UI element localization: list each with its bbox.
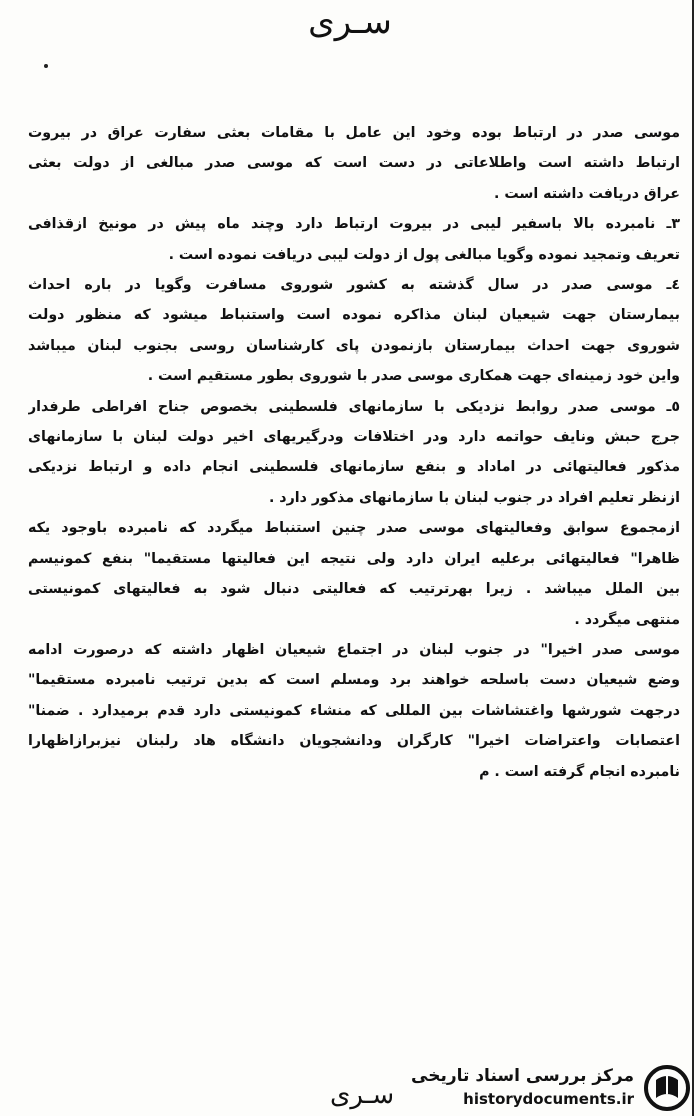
paragraph-1 — [28, 118, 680, 209]
paragraph-5 — [28, 513, 680, 635]
document-body — [28, 118, 680, 787]
classification-footer: سـرى — [330, 1080, 395, 1110]
paragraph-6 — [28, 635, 680, 787]
text-line: ازنظر تعليم افراد در جنوب لبنان با سازمانهاى مذكور دارد . — [268, 489, 680, 506]
text-line: موسى صدر اخيرا" در جنوب لبنان در اجتماع شيعيان اظهار داشته كه درصورت ادامه — [28, 641, 680, 658]
text-line: موسى صدر در ارتباط بوده وخود اين عامل با مقامات بعثى سفارت عراق در بيروت — [28, 125, 680, 141]
text-line: ٥ـ موسى صدر روابط نزديكى با سازمانهاى فلسطينى بخصوص جناح افراطى طرفدار — [28, 398, 680, 415]
text-line: ازمجموع سوابق وفعاليتهاى موسى صدر چنين استنباط ميگردد كه نامبرده باوجود يكه — [28, 520, 680, 537]
page-edge-shadow — [692, 0, 694, 1116]
text-line: ارتباط داشته است واطلاعاتى در دست است كه موسى صدر مبالغى از دولت بعثى — [28, 155, 680, 172]
text-line: درجهت شورشها واغتشاشات بين المللى كه منشاء كمونيستى دارد قدم برميدارد . ضمنا" — [28, 702, 680, 719]
archive-logo-icon — [642, 1064, 692, 1112]
classification-header: سـرى — [308, 2, 392, 42]
watermark-org-name: مركز بررسى اسناد تاريخى — [411, 1066, 634, 1086]
paragraph-3 — [28, 270, 680, 392]
text-line: واين خود زمينه‌اى جهت همكارى موسى صدر با شوروى بطور مستقيم است . — [147, 368, 680, 385]
text-line: ظاهرا" فعاليتهائى برعليه ايران دارد ولى نتيجه اين فعاليتها مستقيما" بنفع كمونيسم — [28, 550, 680, 567]
text-line: ٣ـ نامبرده بالا باسفير ليبى در بيروت ارتباط دارد وچند ماه پيش در مونيخ ازقذافى — [28, 216, 680, 233]
text-line: اعتصابات واعتراضات اخيرا" كارگران ودانشجويان دانشگاه هاد رلبنان نيزبرازاظهارا — [28, 733, 680, 750]
text-line: بين الملل ميباشد . زيرا بهرترتيب كه فعاليتى دنبال شود به فعاليتهاى كمونيستى — [28, 581, 680, 598]
text-line: نامبرده انجام گرفته است . م — [479, 763, 680, 780]
text-line: شوروى جهت احداث بيمارستان بازنمودن پاى كارشناسان روسى بجنوب لبنان ميباشد — [28, 337, 680, 354]
text-line: مذكور فعاليتهائى در اماداد و بنفع سازمانهاى فلسطينى انجام داده و ارتباط نزديكى — [28, 459, 680, 476]
stray-mark — [44, 64, 48, 68]
watermark-url: historydocuments.ir — [463, 1090, 634, 1108]
paragraph-2 — [28, 209, 680, 270]
text-line: وضع شيعيان دست باسلحه خواهند برد ومسلم است كه بدين ترتيب نامبرده مستقيما" — [28, 672, 680, 689]
archive-watermark — [400, 1064, 692, 1112]
text-line: عراق دريافت داشته است . — [494, 185, 680, 202]
text-line: بيمارستان جهت شيعيان لبنان مذاكره نموده است واستنباط ميشود كه منظور دولت — [28, 307, 680, 324]
text-line: منتهى ميگردد . — [574, 611, 680, 628]
text-line: تعريف وتمجيد نموده وگويا مبالغى پول از دولت ليبى دريافت نموده است . — [168, 246, 680, 263]
text-line: ٤ـ موسى صدر در سال گذشته به كشور شوروى مسافرت وگويا در باره احداث — [28, 277, 680, 294]
text-line: جرج حبش ونايف حواتمه دارد ودر اختلافات ودرگيريهاى اخير دولت لبنان با سازمانهاى — [28, 429, 680, 446]
paragraph-4 — [28, 392, 680, 514]
